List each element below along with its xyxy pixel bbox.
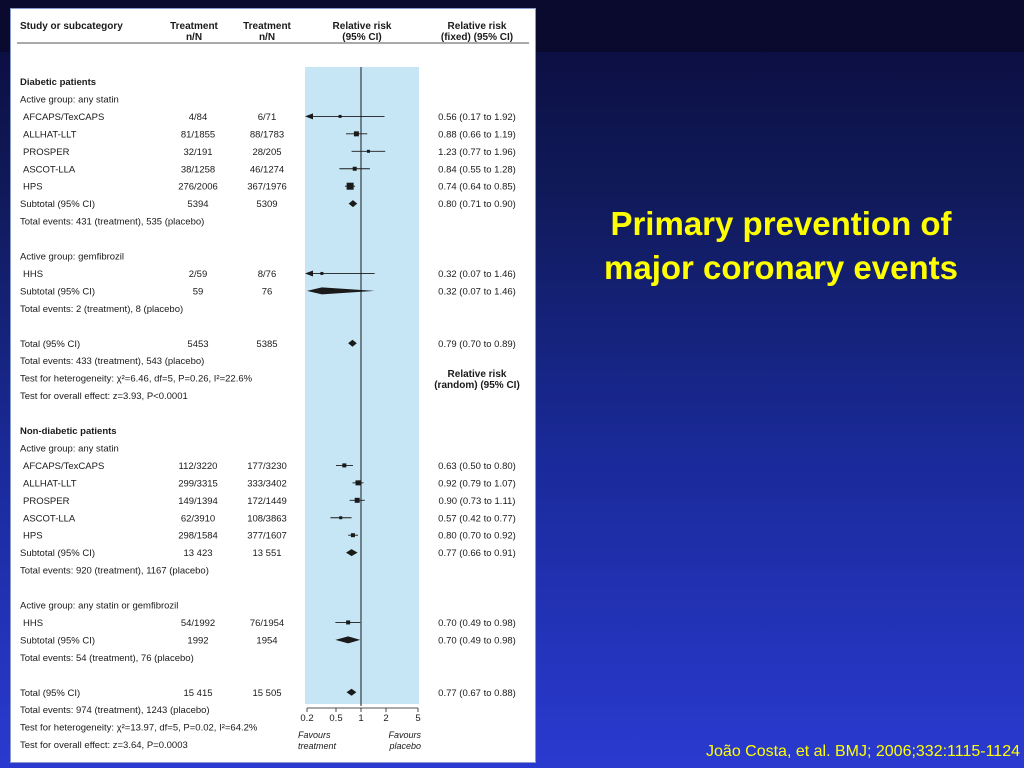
- treatment-count: 32/191: [183, 146, 213, 158]
- point-estimate-box: [353, 167, 357, 171]
- header-treatment2-sub: n/N: [258, 32, 276, 43]
- control-count: 1954: [256, 635, 278, 647]
- rr-ci-value: 0.80 (0.71 to 0.90): [438, 199, 516, 211]
- point-estimate-box: [355, 480, 360, 485]
- treatment-count: 38/1258: [180, 164, 216, 176]
- row-label: Total (95% CI): [20, 338, 81, 350]
- control-count: 377/1607: [247, 530, 287, 542]
- control-count: 13 551: [252, 548, 282, 560]
- row-label: Subtotal (95% CI): [20, 199, 95, 211]
- favours-placebo-label: Favours: [388, 730, 421, 740]
- treatment-count: 5394: [187, 199, 209, 211]
- rr-ci-value: 0.32 (0.07 to 1.46): [438, 268, 516, 280]
- point-estimate-box: [354, 131, 359, 136]
- x-tick-label: 0.5: [329, 713, 343, 724]
- row-label: ASCOT-LLA: [23, 164, 76, 176]
- forest-plot: [11, 9, 535, 762]
- treatment-count: 62/3910: [180, 513, 216, 525]
- control-count: 15 505: [252, 687, 282, 699]
- favours-placebo-label: placebo: [389, 741, 421, 751]
- control-count: 5309: [256, 199, 278, 211]
- rr-ci-value: 0.57 (0.42 to 0.77): [438, 513, 516, 525]
- row-label: HPS: [23, 181, 43, 193]
- row-label: Total events: 2 (treatment), 8 (placebo): [20, 303, 184, 315]
- row-label: Total events: 54 (treatment), 76 (placebo): [20, 652, 194, 664]
- point-estimate-box: [339, 115, 342, 118]
- treatment-count: 13 423: [183, 548, 213, 560]
- row-label: HHS: [23, 268, 44, 280]
- control-count: 8/76: [257, 268, 277, 280]
- header-rr-random: Relative risk: [447, 369, 507, 380]
- rr-ci-value: 0.77 (0.66 to 0.91): [438, 548, 516, 560]
- treatment-count: 299/3315: [178, 478, 218, 490]
- rr-ci-value: 0.80 (0.70 to 0.92): [438, 530, 516, 542]
- rr-ci-value: 0.70 (0.49 to 0.98): [438, 617, 516, 629]
- rr-ci-value: 0.77 (0.67 to 0.88): [438, 687, 516, 699]
- row-label: Test for overall effect: z=3.93, P<0.0001: [20, 391, 188, 403]
- control-count: 172/1449: [247, 495, 287, 507]
- rr-ci-value: 0.63 (0.50 to 0.80): [438, 460, 516, 472]
- point-estimate-box: [351, 533, 355, 537]
- treatment-count: 54/1992: [180, 617, 216, 629]
- rr-ci-value: 0.90 (0.73 to 1.11): [438, 495, 516, 507]
- section-heading: Diabetic patients: [20, 77, 97, 88]
- control-count: 6/71: [257, 111, 277, 123]
- point-estimate-box: [342, 463, 346, 467]
- treatment-count: 2/59: [188, 268, 208, 280]
- treatment-count: 4/84: [188, 111, 208, 123]
- point-estimate-box: [346, 620, 350, 624]
- row-label: PROSPER: [23, 146, 70, 158]
- favours-treatment-label: Favours: [298, 730, 331, 740]
- slide-title: Primary prevention of major coronary events: [604, 205, 958, 286]
- x-tick-label: 1: [358, 713, 364, 724]
- citation: João Costa, et al. BMJ; 2006;332:1115-1124: [706, 743, 1020, 760]
- header-rr-sub: (95% CI): [342, 32, 382, 43]
- header-study: Study or subcategory: [20, 21, 123, 32]
- x-tick-label: 0.2: [300, 713, 314, 724]
- header-rr-random-sub: (random) (95% CI): [434, 380, 520, 391]
- row-label: HHS: [23, 617, 44, 629]
- row-label: ALLHAT-LLT: [23, 129, 77, 141]
- control-count: 76/1954: [249, 617, 285, 629]
- treatment-count: 276/2006: [178, 181, 218, 193]
- row-label: Total events: 433 (treatment), 543 (placebo): [20, 356, 205, 368]
- row-label: Subtotal (95% CI): [20, 286, 95, 298]
- treatment-count: 1992: [187, 635, 209, 647]
- control-count: 76: [261, 286, 273, 298]
- treatment-count: 298/1584: [178, 530, 218, 542]
- plot-band: [305, 67, 419, 704]
- point-estimate-box: [320, 272, 323, 275]
- rr-ci-value: 0.32 (0.07 to 1.46): [438, 286, 516, 298]
- header-rr-fixed-sub: (fixed) (95% CI): [440, 32, 514, 43]
- section-heading: Non-diabetic patients: [20, 426, 117, 437]
- row-label: Total events: 974 (treatment), 1243 (placebo): [20, 705, 210, 717]
- control-count: 177/3230: [247, 460, 287, 472]
- control-count: 28/205: [252, 146, 282, 158]
- rr-ci-value: 0.84 (0.55 to 1.28): [438, 164, 516, 176]
- header-rr-fixed: Relative risk: [447, 21, 507, 32]
- rr-ci-value: 0.88 (0.66 to 1.19): [438, 129, 516, 141]
- rr-ci-value: 1.23 (0.77 to 1.96): [438, 146, 516, 158]
- header-treatment1-sub: n/N: [185, 32, 203, 43]
- x-tick-label: 5: [415, 713, 421, 724]
- control-count: 46/1274: [249, 164, 285, 176]
- row-label: Subtotal (95% CI): [20, 548, 95, 560]
- row-label: Total events: 920 (treatment), 1167 (placebo): [20, 565, 209, 577]
- rr-ci-value: 0.79 (0.70 to 0.89): [438, 338, 516, 350]
- favours-treatment-label: treatment: [298, 741, 337, 751]
- row-label: Active group: any statin: [20, 443, 119, 455]
- row-label: Subtotal (95% CI): [20, 635, 95, 647]
- row-label: Active group: gemfibrozil: [20, 251, 125, 263]
- point-estimate-box: [355, 498, 360, 503]
- point-estimate-box: [347, 183, 354, 190]
- row-label: ALLHAT-LLT: [23, 478, 77, 490]
- treatment-count: 149/1394: [178, 495, 218, 507]
- row-label: Total events: 431 (treatment), 535 (placebo): [20, 216, 205, 228]
- header-rr: Relative risk: [332, 21, 392, 32]
- control-count: 5385: [256, 338, 278, 350]
- row-label: Total (95% CI): [20, 687, 81, 699]
- control-count: 333/3402: [247, 478, 287, 490]
- rr-ci-value: 0.56 (0.17 to 1.92): [438, 111, 516, 123]
- treatment-count: 59: [192, 286, 204, 298]
- row-label: PROSPER: [23, 495, 70, 507]
- row-label: Test for overall effect: z=3.64, P=0.0003: [20, 740, 188, 752]
- control-count: 108/3863: [247, 513, 287, 525]
- rr-ci-value: 0.70 (0.49 to 0.98): [438, 635, 516, 647]
- treatment-count: 112/3220: [178, 460, 218, 472]
- header-treatment1: Treatment: [170, 21, 218, 32]
- control-count: 367/1976: [247, 181, 287, 193]
- treatment-count: 5453: [187, 338, 209, 350]
- row-label: Test for heterogeneity: χ²=6.46, df=5, P=0.26, I²=22.6%: [20, 373, 253, 385]
- row-label: HPS: [23, 530, 43, 542]
- x-tick-label: 2: [383, 713, 389, 724]
- forest-plot-panel: [10, 8, 536, 763]
- control-count: 88/1783: [249, 129, 285, 141]
- row-label: AFCAPS/TexCAPS: [23, 111, 105, 123]
- point-estimate-box: [367, 150, 370, 153]
- row-label: AFCAPS/TexCAPS: [23, 460, 105, 472]
- rr-ci-value: 0.74 (0.64 to 0.85): [438, 181, 516, 193]
- header-treatment2: Treatment: [243, 21, 291, 32]
- row-label: Test for heterogeneity: χ²=13.97, df=5, P=0.02, I²=64.2%: [20, 722, 258, 734]
- row-label: Active group: any statin: [20, 94, 119, 106]
- row-label: ASCOT-LLA: [23, 513, 76, 525]
- treatment-count: 15 415: [183, 687, 213, 699]
- point-estimate-box: [339, 516, 342, 519]
- treatment-count: 81/1855: [180, 129, 216, 141]
- row-label: Active group: any statin or gemfibrozil: [20, 600, 179, 612]
- rr-ci-value: 0.92 (0.79 to 1.07): [438, 478, 516, 490]
